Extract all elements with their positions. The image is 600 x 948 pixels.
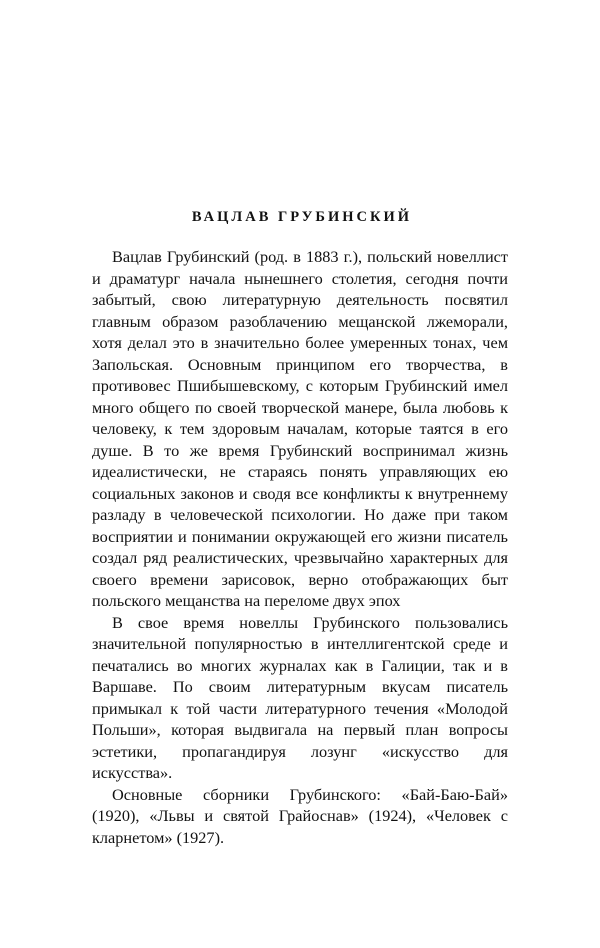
chapter-title: ВАЦЛАВ ГРУБИНСКИЙ — [191, 209, 413, 225]
paragraph-popularity: В свое время новеллы Грубинского пользовались значительной популярностью в интеллигентской среде и печатались во многих журналах как в Галиции, так и в Варшаве. По своим литературным вкусам писатель примыкал к той части литературного течения «Молодой Польши», которая выдвигала на первый план вопросы эстетики, пропагандируя лозунг «искусство для искусства». — [92, 612, 508, 782]
body-text — [92, 246, 508, 848]
paragraph-biography: Вацлав Грубинский (род. в 1883 г.), польский новеллист и драматург начала нынешнего столетия, сегодня почти забытый, свою литературную деятельность посвятил главным образом разоблачению мещанской лжеморали, хотя делал это в значительно более умеренных тонах, чем Запольская. Основным принципом его творчества, в противовес Пшибышевскому, с которым Грубинский имел много общего по своей творческой манере, была любовь к человеку, к тем здоровым началам, которые таятся в его душе. В то же время Грубинский воспринимал жизнь идеалистически, не стараясь понять управляющих ею социальных законов и сводя все конфликты к внутреннему разладу в человеческой психологии. Но даже при таком восприятии и понимании окружающей его жизни писатель создал ряд реалистических, чрезвычайно характерных для своего времени зарисовок, верно отображающих быт польского мещанства на переломе двух эпох — [92, 247, 508, 610]
paragraph-collections: Основные сборники Грубинского: «Бай-Баю-Бай» (1920), «Львы и святой Грайоснав» (1924), «Человек с кларнетом» (1927). — [92, 784, 508, 847]
